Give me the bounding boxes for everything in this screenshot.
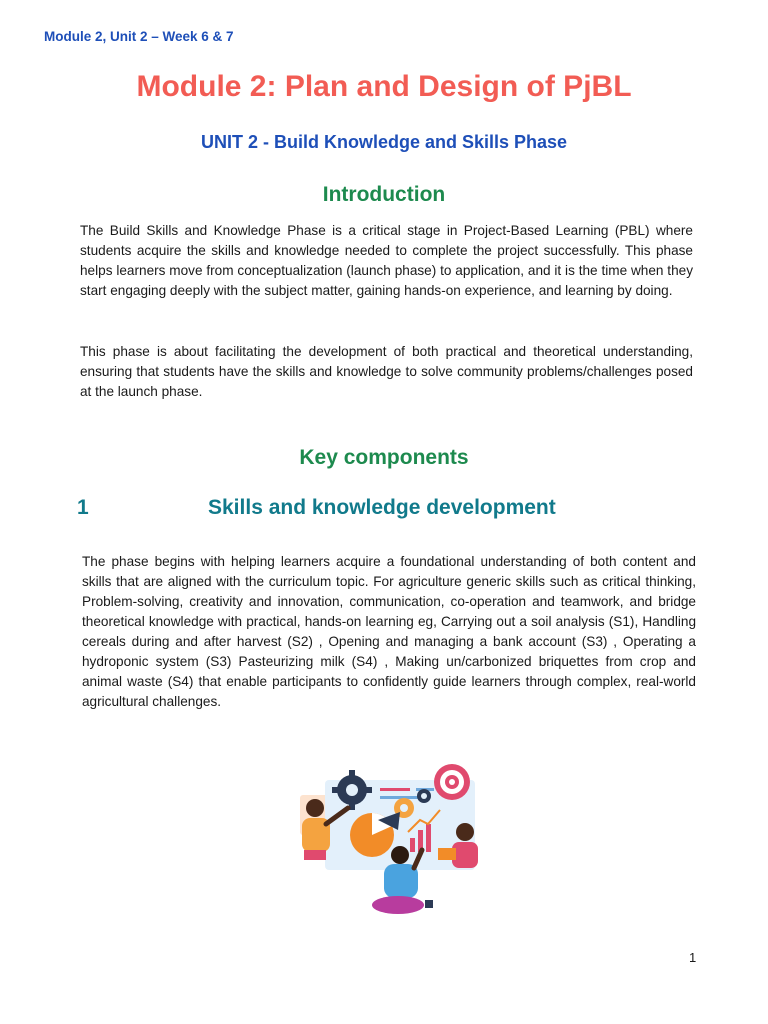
page-number: 1 — [689, 950, 697, 965]
introduction-paragraph-2: This phase is about facilitating the development of both practical and theoretical understanding, ensuring that students have the skills and knowledge to solve community problems/challenges posed at the launch phase. — [80, 344, 693, 399]
introduction-heading: Introduction — [322, 183, 446, 206]
section-number: 1 — [77, 496, 89, 519]
target-icon — [434, 764, 470, 800]
header-tag: Module 2, Unit 2 – Week 6 & 7 — [44, 29, 234, 44]
skills-paragraph: The phase begins with helping learners acquire a foundational understanding of both content and skills that are aligned with the curriculum topic. For agriculture generic skills such as critical thinking, Problem-solving, creativity and innovation, communication, co-operation and teamwork, and bridge theoretical knowledge with practical, hands-on learning eg, Carrying out a soil analysis (S1), Handling cereals during and after harvest (S2) , Opening and managing a bank account (S3) , Operating a hydroponic system (S3) Pasteurizing milk (S4) , Making un/carbonized briquettes from crop and animal waste (S4) that enable participants to confidently guide learners through complex, real-world agricultural challenges. — [82, 554, 696, 709]
introduction-paragraph-1: The Build Skills and Knowledge Phase is a critical stage in Project-Based Learning (PBL) where students acquire the skills and knowledge needed to complete the project successfully. This phase helps learners move from conceptualization (launch phase) to application, and it is the time when they start engaging deeply with the subject matter, gaining hands-on experience, and learning by doing. — [80, 223, 693, 298]
section-title: Skills and knowledge development — [208, 496, 556, 519]
team-collaboration-illustration — [280, 760, 490, 920]
key-components-heading: Key components — [299, 446, 469, 469]
unit-title: UNIT 2 - Build Knowledge and Skills Phase — [200, 132, 568, 152]
page-title: Module 2: Plan and Design of PjBL — [136, 70, 632, 103]
